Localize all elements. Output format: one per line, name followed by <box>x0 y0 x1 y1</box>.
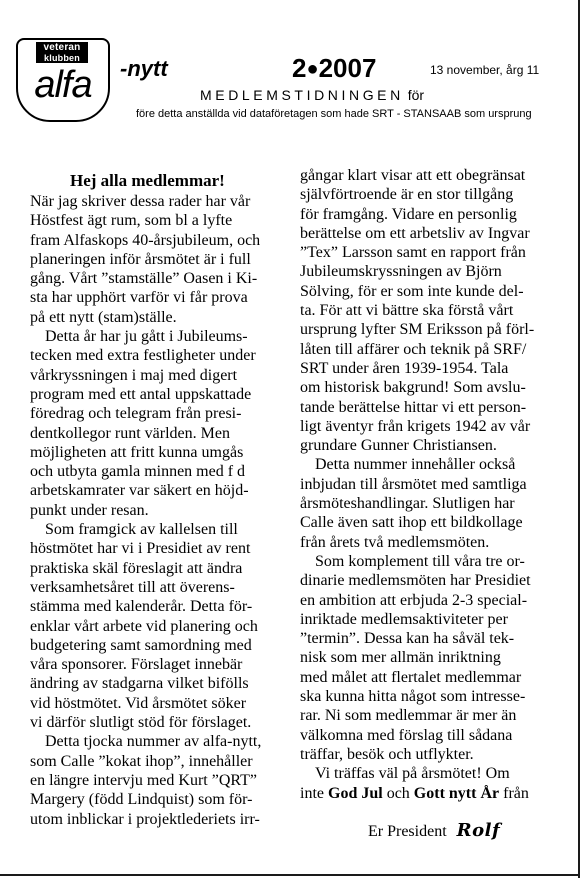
article-text-line: från årets två medlemsmöten. <box>300 533 490 551</box>
article-text-line: vårkryssningen i maj med digert <box>30 366 238 384</box>
article-text-line: vid höstmötet. Vid årsmötet söker <box>30 694 247 712</box>
article-text-line: budgetering samt samordning med <box>30 636 252 654</box>
signoff-block <box>368 820 500 843</box>
article-text-line: punkt under resan. <box>30 501 149 519</box>
closing-text: inte <box>300 784 328 802</box>
article-text-line: ursprung lyfter SM Eriksson på förl- <box>300 321 535 339</box>
article-text-line: verksamhetsåret till att överens- <box>30 578 235 596</box>
newsletter-name-suffix: -nytt <box>120 56 168 81</box>
article-text-line: Vi träffas väl på årsmötet! Om <box>315 765 510 783</box>
article-text-line: självförtroende är en stor tillgång <box>300 186 514 204</box>
article-text-line: vi därför slutligt stöd för förslaget. <box>30 714 252 732</box>
article-text-line: praktiska skäl föreslagit att ändra <box>30 559 243 577</box>
closing-text: och <box>382 784 414 802</box>
article-text-line: om historisk bakgrund! Som avslu- <box>300 379 526 397</box>
article-text-line: sta har upphört varför vi får prova <box>30 289 248 307</box>
article-text-line: ”Tex” Larsson samt en rapport från <box>300 244 526 262</box>
article-text-line: tecken med extra festligheter under <box>30 347 256 365</box>
article-text-line: program med ett antal uppskattade <box>30 385 252 403</box>
article-text-line: Som komplement till våra tre or- <box>315 552 525 570</box>
article-text-line: gång. Vårt ”stamställe” Oasen i Ki- <box>30 270 258 288</box>
article-text-line: dinarie medlemsmöten har Presidiet <box>300 572 531 590</box>
article-text-line: När jag skriver dessa rader har vår <box>30 193 251 210</box>
article-text-line: för framgång. Vidare en personlig <box>300 205 517 223</box>
article-text-line: Margery (född Lindquist) som för- <box>30 791 253 809</box>
article-text-line: fram Alfaskops 40-årsjubileum, och <box>30 231 261 249</box>
article-text-line: träffar, besök och utflykter. <box>300 745 474 763</box>
article-heading: Hej alla medlemmar! <box>70 171 225 190</box>
page-border-right <box>578 0 580 878</box>
closing-greeting-line <box>300 784 570 803</box>
article-text-line: låten till affärer och teknik på SRF/ <box>300 340 527 358</box>
article-text-line: årsmöteshandlingar. Slutligen har <box>300 495 515 513</box>
masthead-for: för <box>407 87 425 103</box>
article-text-line: arbetskamrater var säkert en höjd- <box>30 482 249 500</box>
article-text-line: en längre intervju med Kurt ”QRT” <box>30 771 257 789</box>
article-text-line: ta. För att vi bättre ska förstå vårt <box>300 302 514 320</box>
article-text-line: Höstfest ägt rum, som bl a lyfte <box>30 212 233 230</box>
article-text-line: gångar klart visar att ett obegränsat <box>300 167 526 184</box>
logo-word-alfa: alfa <box>34 64 92 106</box>
article-text-line: höstmötet har vi i Presidiet av rent <box>30 540 251 558</box>
article-text-line: och utbyta gamla minnen med f d <box>30 463 246 481</box>
article-column-right <box>300 166 570 803</box>
article-text-line: föredrag och telegram från presi- <box>30 405 242 423</box>
article-text-line: som Calle ”kokat ihop”, innehåller <box>30 752 253 770</box>
greeting-god-jul: God Jul <box>328 784 383 802</box>
page-border-bottom <box>0 874 580 876</box>
issue-dateline: 13 november, årg 11 <box>430 63 540 77</box>
article-text-line: ska kunna hitta något som intresse- <box>300 688 526 706</box>
masthead <box>200 87 424 103</box>
president-signature: Rolf <box>456 820 501 841</box>
article-text-line: utom inblickar i projektlederiets irr- <box>30 810 260 828</box>
issue-number <box>292 54 376 83</box>
article-text-line: på ett nytt (stam)ställe. <box>30 308 177 326</box>
greeting-gott-nytt-ar: Gott nytt År <box>413 784 500 802</box>
masthead-subtitle: före detta anställda vid dataföretagen som hade SRT - STANSAAB som ursprung <box>136 108 532 120</box>
article-text-line: Detta tjocka nummer av alfa-nytt, <box>45 733 262 751</box>
article-text-line: ligt äventyr från krigets 1942 av vår <box>300 417 531 435</box>
article-column-left <box>30 170 292 829</box>
closing-text: från <box>499 784 529 802</box>
article-text-line: dentkollegor runt världen. Men <box>30 424 230 442</box>
article-text-line: SRT under åren 1939-1954. Tala <box>300 359 509 377</box>
article-text-line: med målet att flertalet medlemmar <box>300 668 522 686</box>
article-text-line: berättelse om ett arbetsliv av Ingvar <box>300 224 530 242</box>
issue-year: 2007 <box>318 53 377 83</box>
article-text-line: inriktade medlemsaktiviteter per <box>300 610 508 628</box>
article-text-line: välkomna med förslag till sådana <box>300 726 513 744</box>
article-text-line: inbjudan till årsmötet med samtliga <box>300 475 527 493</box>
article-text-line: tande berättelse hittar vi ett person- <box>300 398 527 416</box>
article-text-line: stämma med kalenderår. Detta för- <box>30 598 253 616</box>
article-text-line: möjligheten att fritt kunna umgås <box>30 443 244 461</box>
article-text-line: Detta nummer innehåller också <box>315 456 516 474</box>
article-text-line: rar. Ni som medlemmar är mer än <box>300 707 517 725</box>
article-text-line: Detta år har ju gått i Jubileums- <box>45 328 248 346</box>
logo-word-veteran: veteran <box>36 42 88 53</box>
issue-number-value: 2 <box>292 53 307 83</box>
article-text-line: våra sponsorer. Förslaget innebär <box>30 656 243 674</box>
article-text-line: en ambition att erbjuda 2-3 special- <box>300 591 528 609</box>
article-text-line: Sölving, för er som inte kunde del- <box>300 282 524 300</box>
issue-dot: ● <box>306 58 319 80</box>
article-text-line: ”termin”. Dessa kan ha såväl tek- <box>300 630 515 648</box>
veteranklubben-alfa-logo <box>16 38 108 120</box>
signoff-text: Er President <box>368 823 447 840</box>
article-text-line: Calle även satt ihop ett bildkollage <box>300 514 523 532</box>
masthead-title: MEDLEMSTIDNINGEN <box>200 87 404 103</box>
article-text-line: ändring av stadgarna vilket bifölls <box>30 675 249 693</box>
article-text-line: Jubileumskryssningen av Björn <box>300 263 502 281</box>
article-text-line: grundare Gunner Christiansen. <box>300 437 497 455</box>
article-text-line: Som framgick av kallelsen till <box>45 521 238 539</box>
article-text-line: enklar vårt arbete vid planering och <box>30 617 258 635</box>
article-text-line: planeringen inför årsmötet är i full <box>30 250 251 268</box>
logo-word-klubben: klubben <box>36 53 88 63</box>
article-text-line: nisk som mer allmän inriktning <box>300 649 501 667</box>
